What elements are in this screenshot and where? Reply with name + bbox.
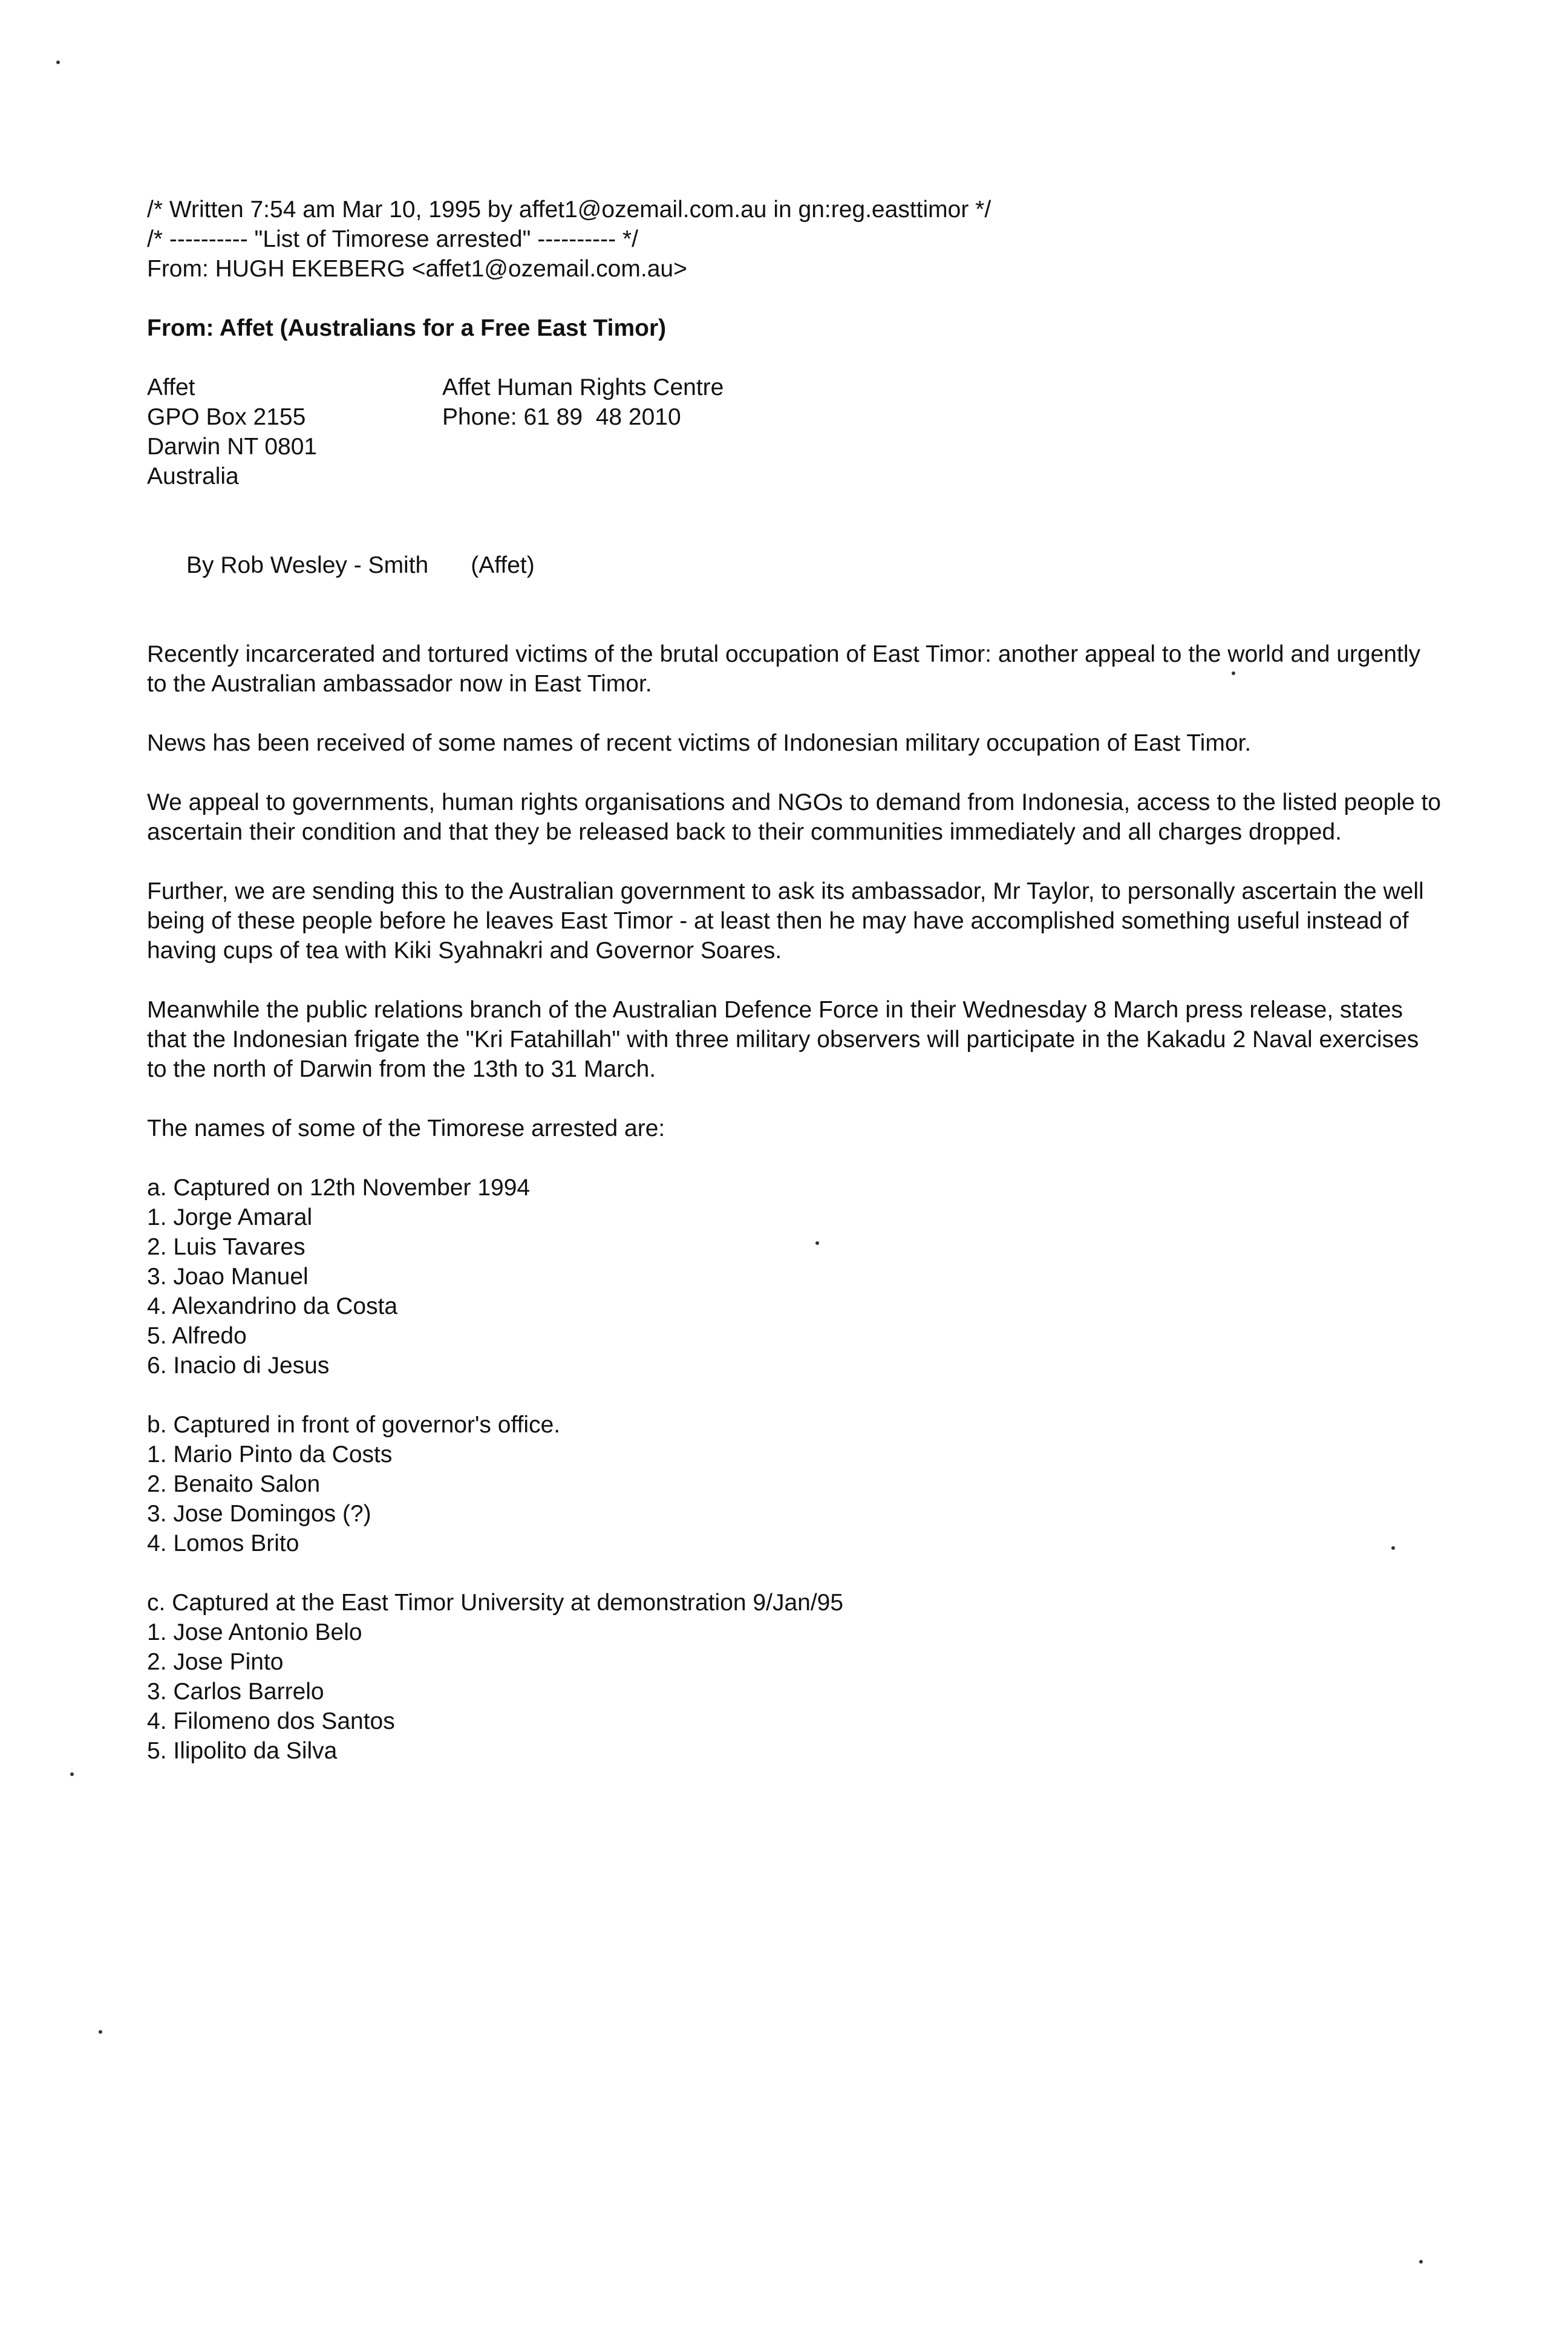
list-item: 1. Jose Antonio Belo	[147, 1619, 362, 1645]
list-item: 2. Luis Tavares	[147, 1234, 305, 1260]
byline-author: By Rob Wesley - Smith	[186, 552, 429, 578]
address-right	[442, 373, 724, 432]
paragraph: Recently incarcerated and tortured victims of the brutal occupation of East Timor: another appeal to the world and urgently to the Australian ambassador now in East Timor.	[147, 641, 1420, 697]
address-line: Darwin NT 0801	[147, 434, 318, 460]
list-item: 4. Alexandrino da Costa	[147, 1293, 398, 1319]
group-c	[147, 1588, 1442, 1766]
paragraph: Further, we are sending this to the Australian government to ask its ambassador, Mr Taylor, to personally ascertain the well being of these people before he leaves East Timor - at least then he may have accomplished something useful instead of having cups of tea with Kiki Syahnakri and Governor Soares.	[147, 878, 1424, 964]
list-item: 5. Alfredo	[147, 1323, 247, 1349]
centre-name: Affet Human Rights Centre	[442, 374, 724, 400]
paragraph: Meanwhile the public relations branch of the Australian Defence Force in their Wednesday 8 March press release, states that the Indonesian frigate the "Kri Fatahillah" with three military observers will participate in the Kakadu 2 Naval exercises to the north of Darwin from the 13th to 31 March.	[147, 997, 1419, 1082]
group-a	[147, 1173, 1442, 1380]
byline	[147, 521, 1442, 610]
from-line: From: HUGH EKEBERG <affet1@ozemail.com.au>	[147, 256, 687, 282]
address-left	[147, 373, 317, 491]
subject-line: /* ---------- "List of Timorese arrested" ---------- */	[147, 226, 638, 252]
group-heading: a. Captured on 12th November 1994	[147, 1175, 531, 1201]
address-line: Australia	[147, 463, 239, 489]
paragraph: The names of some of the Timorese arrested are:	[147, 1115, 665, 1141]
paragraph: News has been received of some names of recent victims of Indonesian military occupation of East Timor.	[147, 730, 1252, 756]
scan-speck	[56, 60, 60, 64]
name-list	[147, 1618, 1442, 1766]
list-item: 2. Jose Pinto	[147, 1649, 284, 1675]
scan-speck	[70, 1772, 74, 1776]
name-list	[147, 1440, 1442, 1558]
list-item: 2. Benaito Salon	[147, 1471, 321, 1497]
phone-number: Phone: 61 89 48 2010	[442, 404, 681, 430]
document-body	[147, 195, 1442, 1766]
name-list	[147, 1203, 1442, 1380]
list-item: 3. Joao Manuel	[147, 1264, 309, 1290]
from-org: From: Affet (Australians for a Free East Timor)	[147, 315, 667, 341]
group-b	[147, 1410, 1442, 1558]
list-item: 6. Inacio di Jesus	[147, 1353, 330, 1379]
written-line: /* Written 7:54 am Mar 10, 1995 by affet1@ozemail.com.au in gn:reg.easttimor */	[147, 197, 991, 223]
list-item: 3. Carlos Barrelo	[147, 1679, 324, 1705]
address-block	[147, 373, 1442, 491]
list-item: 5. Ilipolito da Silva	[147, 1738, 338, 1764]
scan-speck	[99, 2030, 102, 2034]
list-item: 4. Lomos Brito	[147, 1530, 299, 1556]
paragraph: We appeal to governments, human rights organisations and NGOs to demand from Indonesia, access to the listed people to ascertain their condition and that they be released back to their communities immediately and all charges dropped.	[147, 789, 1442, 845]
scan-speck	[1419, 2260, 1423, 2264]
group-heading: c. Captured at the East Timor University at demonstration 9/Jan/95	[147, 1590, 844, 1616]
group-heading: b. Captured in front of governor's office.	[147, 1412, 561, 1438]
address-line: Affet	[147, 374, 195, 400]
byline-org: (Affet)	[471, 552, 535, 578]
list-item: 4. Filomeno dos Santos	[147, 1708, 395, 1734]
list-item: 1. Mario Pinto da Costs	[147, 1441, 393, 1468]
list-item: 3. Jose Domingos (?)	[147, 1501, 371, 1527]
address-line: GPO Box 2155	[147, 404, 306, 430]
list-item: 1. Jorge Amaral	[147, 1204, 313, 1230]
